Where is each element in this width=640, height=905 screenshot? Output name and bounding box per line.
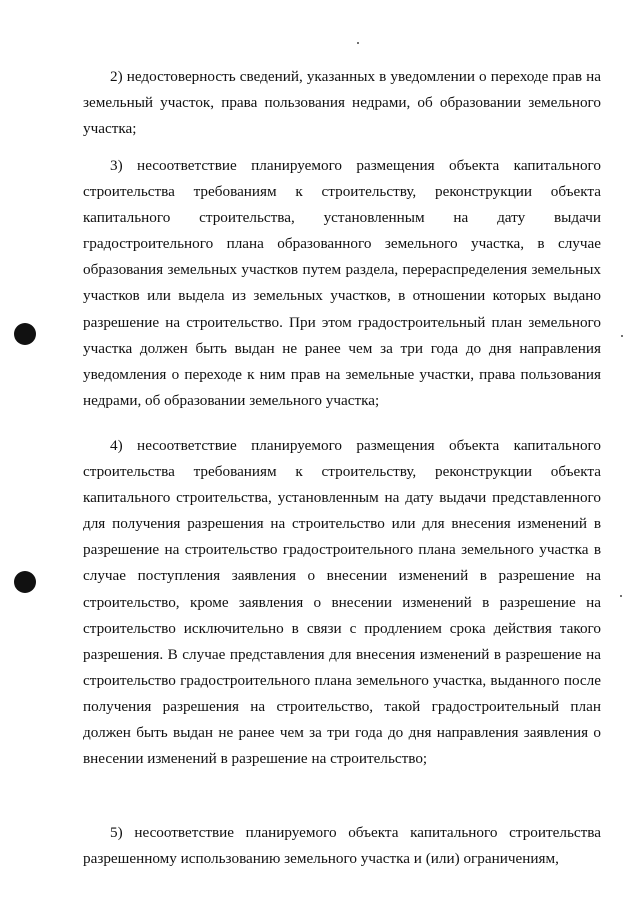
punch-hole-mark bbox=[14, 571, 36, 593]
paragraph-text: 5) несоответствие планируемого объекта капитального строительства разрешенному использованию земельного участка и (или) ограничениям, bbox=[83, 824, 601, 868]
paragraph-text: 2) недостоверность сведений, указанных в уведомлении о переходе прав на земельный участок, права пользования недрами, об образовании земельного участка; bbox=[83, 68, 601, 138]
paragraph-text: 4) несоответствие планируемого размещения объекта капитального строительства требованиям к строительству, реконструкции объекта капитального строительства, установленным на дату выдачи представленного для получения разрешения на строительство или для внесения изменений в разрешение на строительство градостроительного плана земельного участка в случае поступления заявления о внесении изменений в разрешение на строительство, кроме заявления о внесении изменений в разрешение на строительство исключительно в связи с продлением срока действия такого разрешения. В случае представления для внесения изменений в разрешение на строительство градостроительного плана земельного участка, выданного после получения разрешения на строительство, такой градостроительный план должен быть выдан не ранее чем за три года до дня направления заявления о внесении изменений в разрешение на строительство; bbox=[83, 437, 601, 768]
paragraph-item-2 bbox=[83, 64, 601, 142]
scan-speck bbox=[357, 42, 359, 44]
paragraph-item-3 bbox=[83, 153, 601, 414]
scan-speck bbox=[620, 595, 622, 597]
paragraph-item-4 bbox=[83, 433, 601, 772]
scan-speck bbox=[621, 335, 623, 337]
punch-hole-mark bbox=[14, 323, 36, 345]
paragraph-item-5 bbox=[83, 820, 601, 872]
paragraph-text: 3) несоответствие планируемого размещения объекта капитального строительства требованиям к строительству, реконструкции объекта капитального строительства, установленным на дату выдачи градостроительного плана образованного земельного участка, в случае образования земельных участков путем раздела, перераспределения земельных участков или выдела из земельных участков, в отношении которых выдано разрешение на строительство. При этом градостроительный план земельного участка должен быть выдан не ранее чем за три года до дня направления уведомления о переходе к ним прав на земельные участки, права пользования недрами, об образовании земельного участка; bbox=[83, 157, 601, 409]
